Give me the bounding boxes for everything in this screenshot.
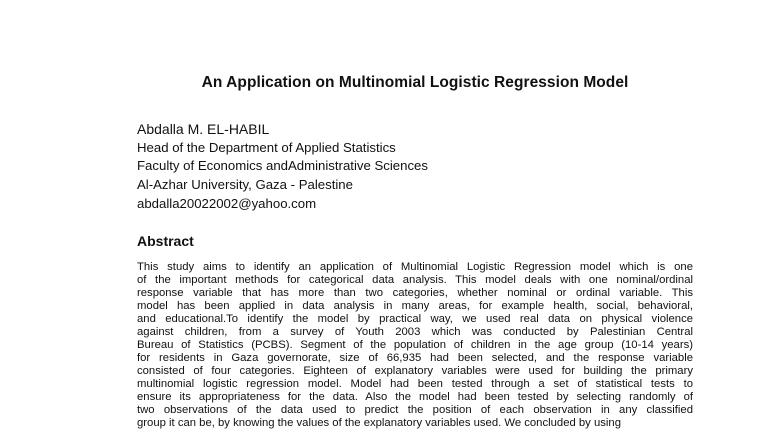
- author-position: Head of the Department of Applied Statistics: [137, 139, 396, 155]
- paper-title: An Application on Multinomial Logistic Regression Model: [201, 74, 629, 91]
- abstract-line: model has been applied in data analysis in many areas, for example health, social, behavioral,: [137, 300, 693, 312]
- author-name: Abdalla M. EL-HABIL: [137, 121, 270, 137]
- abstract-line: This study aims to identify an application of Multinomial Logistic Regression model which is one: [137, 261, 693, 273]
- author-university: Al-Azhar University, Gaza - Palestine: [137, 177, 353, 193]
- abstract-line: of the important methods for categorical data analysis. This model deals with one nominal/ordinal: [137, 274, 693, 286]
- author-email: abdalla20022002@yahoo.com: [137, 195, 317, 211]
- abstract-line: and educational.To identify the model by practical way, we used real data on physical violence: [137, 313, 693, 325]
- abstract-line: multinomial logistic regression model. Model had been tested through a set of statistical tests to: [137, 378, 693, 390]
- author-block: [137, 120, 428, 214]
- abstract-line: response variable that has more than two categories, whether nominal or ordinal variable. This: [137, 287, 693, 299]
- abstract-line: ensure its appropriateness for the data. Also the model had been tested by selecting randomly of: [137, 391, 693, 403]
- abstract-line: Bureau of Statistics (PCBS). Segment of the population of children in the age group (10-14 years): [137, 339, 693, 351]
- abstract-line: against children, from a survey of Youth 2003 which was conducted by Palestinian Central: [137, 326, 693, 338]
- abstract-line: for residents in Gaza governorate, size of 66,935 had been selected, and the response variable: [137, 352, 693, 364]
- abstract-heading: Abstract: [137, 233, 194, 249]
- abstract-body: [137, 261, 693, 430]
- author-faculty: Faculty of Economics andAdministrative Sciences: [137, 158, 428, 174]
- abstract-line: group it can be, by knowing the values of the explanatory variables used. We concluded by using: [137, 417, 621, 429]
- abstract-line: two observations of the data used to predict the position of each observation in any classified: [137, 404, 693, 416]
- abstract-line: consisted of four categories. Eighteen of explanatory variables were used for building the primary: [137, 365, 693, 377]
